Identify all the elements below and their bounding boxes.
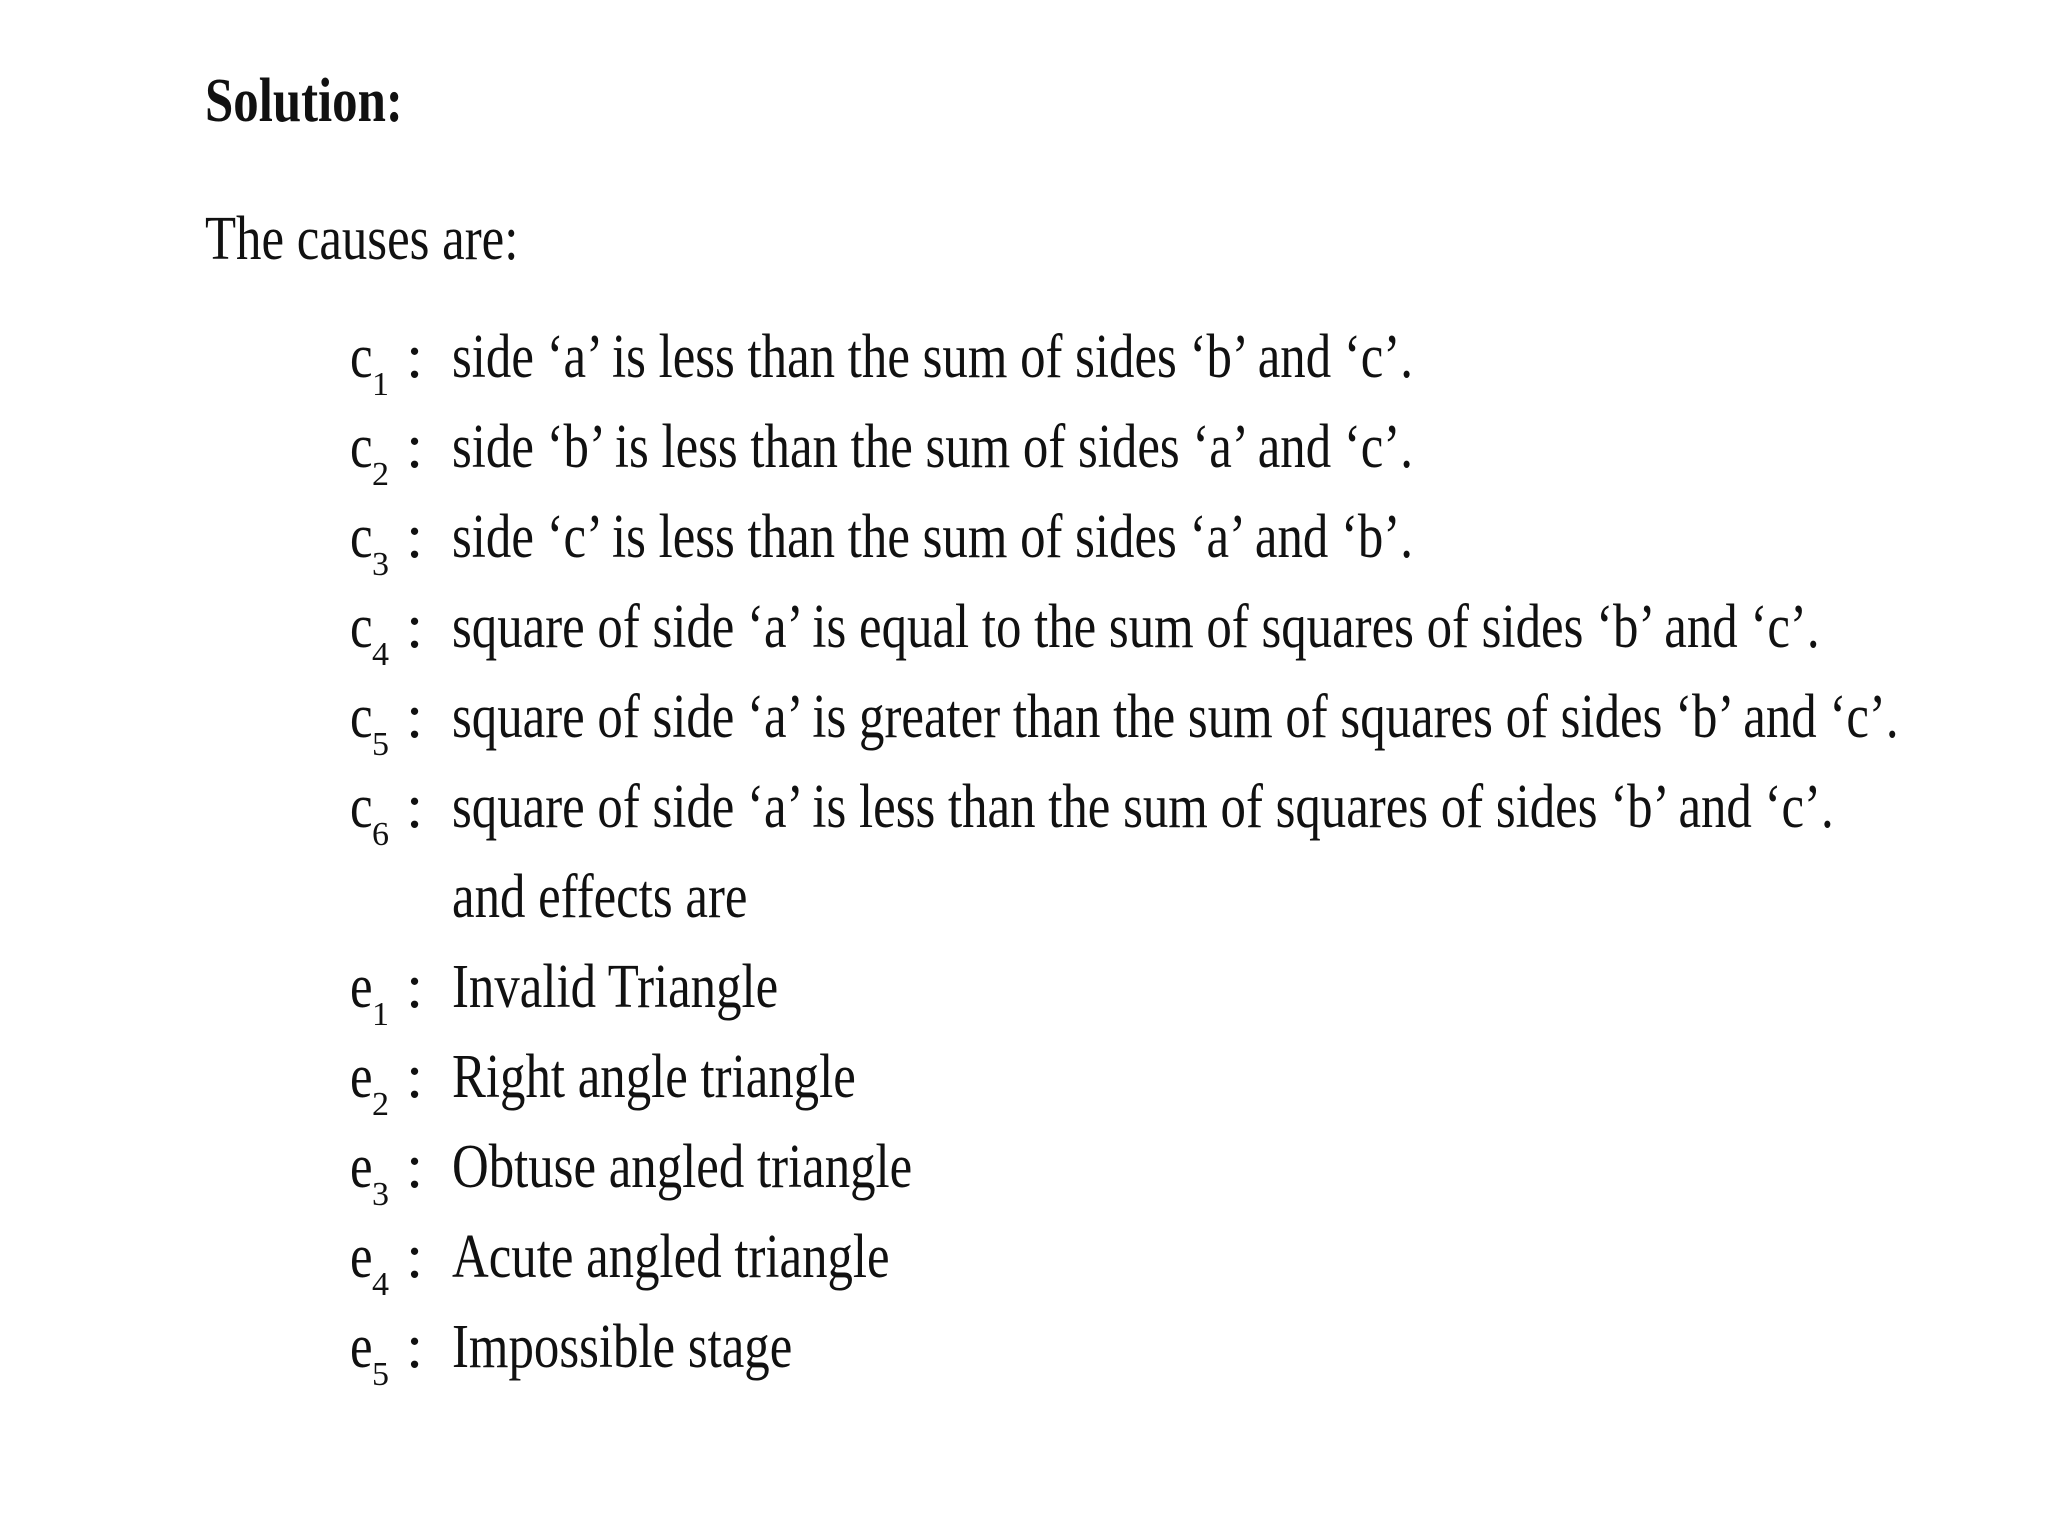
cause-item bbox=[350, 593, 2030, 686]
effect-symbol: e 3 bbox=[350, 1133, 389, 1213]
cause-symbol: c 6 bbox=[350, 773, 389, 853]
effect-colon: : bbox=[406, 953, 424, 1021]
cause-symbol: c 5 bbox=[350, 683, 389, 763]
effects-intro-row bbox=[350, 863, 2030, 956]
cause-colon: : bbox=[406, 503, 424, 571]
cause-item bbox=[350, 323, 2030, 416]
effect-symbol: e 5 bbox=[350, 1313, 389, 1393]
effect-colon: : bbox=[406, 1133, 424, 1201]
causes-effects-list bbox=[350, 323, 2030, 1406]
cause-item bbox=[350, 413, 2030, 506]
cause-colon: : bbox=[406, 683, 424, 751]
effect-text: Right angle triangle bbox=[452, 1043, 856, 1111]
cause-colon: : bbox=[406, 413, 424, 481]
effect-item bbox=[350, 1313, 2030, 1406]
effect-symbol: e 4 bbox=[350, 1223, 389, 1303]
effect-item bbox=[350, 1223, 2030, 1316]
cause-item bbox=[350, 683, 2030, 776]
effect-colon: : bbox=[406, 1313, 424, 1381]
cause-symbol: c 2 bbox=[350, 413, 389, 493]
effect-item bbox=[350, 1043, 2030, 1136]
cause-text: square of side ‘a’ is less than the sum of squares of sides ‘b’ and ‘c’. bbox=[452, 773, 1834, 841]
effect-symbol: e 1 bbox=[350, 953, 389, 1033]
effect-colon: : bbox=[406, 1223, 424, 1291]
effect-symbol: e 2 bbox=[350, 1043, 389, 1123]
cause-text: side ‘a’ is less than the sum of sides ‘b’ and ‘c’. bbox=[452, 323, 1414, 391]
causes-intro: The causes are: bbox=[205, 205, 519, 273]
effect-item bbox=[350, 953, 2030, 1046]
cause-colon: : bbox=[406, 773, 424, 841]
effect-colon: : bbox=[406, 1043, 424, 1111]
cause-colon: : bbox=[406, 323, 424, 391]
cause-text: side ‘c’ is less than the sum of sides ‘a’ and ‘b’. bbox=[452, 503, 1414, 571]
cause-item bbox=[350, 503, 2030, 596]
cause-symbol: c 3 bbox=[350, 503, 389, 583]
effect-text: Acute angled triangle bbox=[452, 1223, 890, 1291]
solution-heading: Solution: bbox=[205, 67, 403, 135]
cause-text: square of side ‘a’ is equal to the sum of squares of sides ‘b’ and ‘c’. bbox=[452, 593, 1820, 661]
cause-text: square of side ‘a’ is greater than the sum of squares of sides ‘b’ and ‘c’. bbox=[452, 683, 1899, 751]
effects-intro: and effects are bbox=[452, 863, 748, 931]
effect-text: Obtuse angled triangle bbox=[452, 1133, 913, 1201]
cause-text: side ‘b’ is less than the sum of sides ‘a’ and ‘c’. bbox=[452, 413, 1414, 481]
effect-item bbox=[350, 1133, 2030, 1226]
cause-symbol: c 1 bbox=[350, 323, 389, 403]
effect-text: Invalid Triangle bbox=[452, 953, 779, 1021]
cause-symbol: c 4 bbox=[350, 593, 389, 673]
cause-item bbox=[350, 773, 2030, 866]
effect-text: Impossible stage bbox=[452, 1313, 793, 1381]
cause-colon: : bbox=[406, 593, 424, 661]
